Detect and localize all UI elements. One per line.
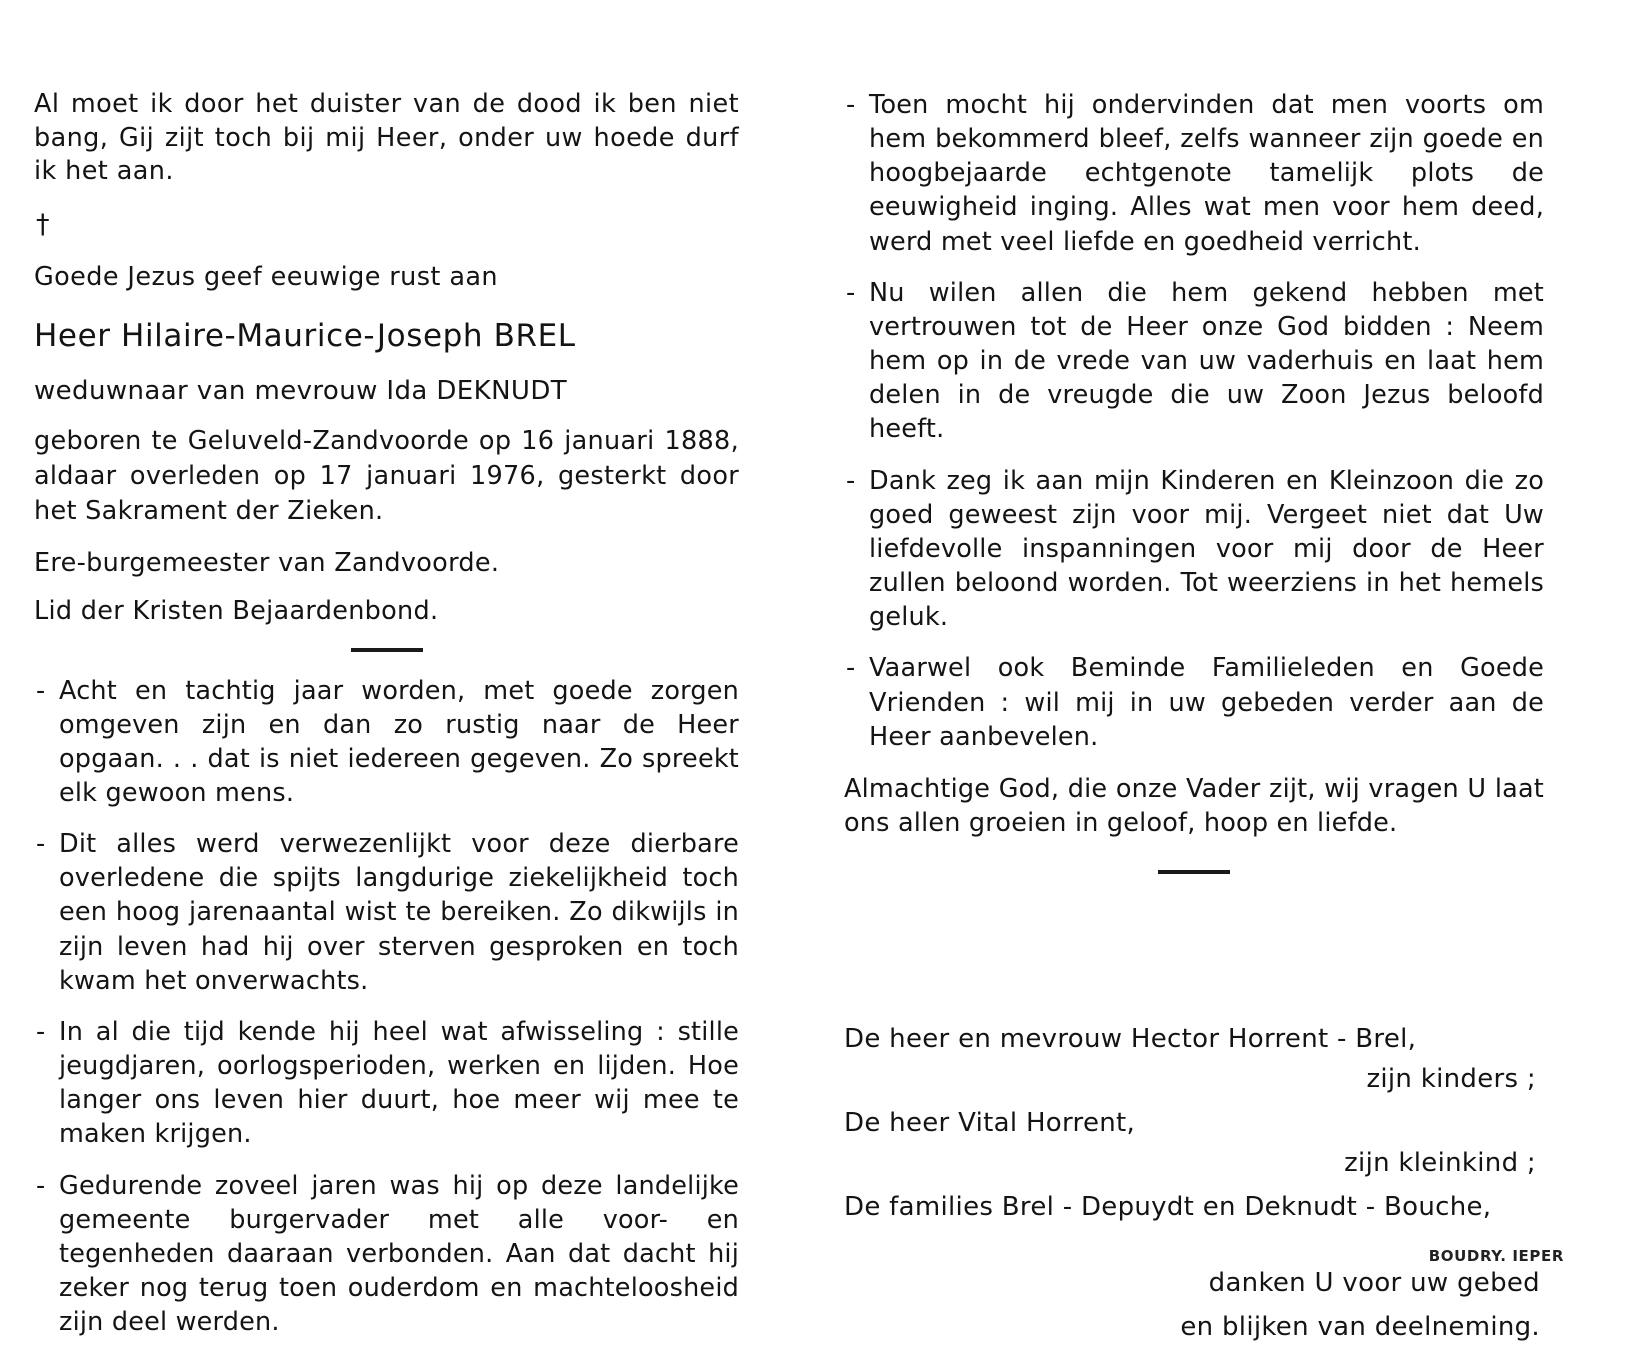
list-item: - Toen mocht hij ondervinden dat men voorts om hem bekommerd bleef, zelfs wanneer zijn goede en hoogbejaarde echtgenote tamelijk plots de eeuwigheid inging. Alles wat men voor hem deed, werd met veel liefde en goedheid verricht. [844,88,1544,259]
honorary-title: Ere-burgemeester van Zandvoorde. [34,547,500,578]
printer-credit: BOUDRY. IEPER [1428,1247,1564,1265]
spouse-relation: weduwnaar van mevrouw Ida DEKNUDT [34,375,568,406]
list-item: - In al die tijd kende hij heel wat afwisseling : stille jeugdjaren, oorlogsperioden, werken en lijden. Hoe langer ons leven hier duurt, hoe meer wij mee te maken krijgen. [34,1015,739,1152]
mourner-line: De heer Vital Horrent, [844,1108,1136,1139]
membership-line: Lid der Kristen Bejaardenbond. [34,595,439,626]
list-item: - Vaarwel ook Beminde Familieleden en Goede Vrienden : wil mij in uw gebeden verder aan de Heer aanbevelen. [844,651,1544,753]
divider-left [351,648,423,652]
mourner-line: De heer en mevrouw Hector Horrent - Brel, [844,1024,1417,1055]
mourners-list [844,1024,1544,1222]
closing-prayer: Almachtige God, die onze Vader zijt, wij vragen U laat ons allen groeien in geloof, hoop en liefde. [844,773,1544,838]
thanks-line-2: en blijken van deelneming. [1180,1312,1540,1343]
cross-icon: † [36,208,50,240]
left-bullet-list [34,674,739,1340]
list-item: - Nu wilen allen die hem gekend hebben met vertrouwen tot de Heer onze God bidden : Neem hem op in de vrede van uw vaderhuis en laat hem delen in de vreugde die uw Zoon Jezus beloofd heeft. [844,276,1544,447]
mourner-line: De families Brel - Depuydt en Deknudt - Bouche, [844,1192,1492,1223]
right-column [844,88,1544,1356]
thanks-block [844,1268,1544,1342]
thanks-line-1: danken U voor uw gebed [1208,1268,1540,1299]
invocation-text: Goede Jezus geef eeuwige rust aan [34,261,498,292]
deceased-name: Heer Hilaire-Maurice-Joseph BREL [34,317,576,354]
list-item: - Gedurende zoveel jaren was hij op deze landelijke gemeente burgervader met alle voor- en tegenheden daaraan verbonden. Aan dat dacht hij zeker nog terug toen ouderdom en machteloosheid zijn deel werden. [34,1169,739,1340]
right-bullet-list [844,88,1544,754]
list-item: - Acht en tachtig jaar worden, met goede zorgen omgeven zijn en dan zo rustig naar de Heer opgaan. . . dat is niet iedereen gegeven. Zo spreekt elk gewoon mens. [34,674,739,811]
divider-right [1158,870,1230,874]
left-column [34,88,749,1339]
opening-verse: Al moet ik door het duister van de dood ik ben niet bang, Gij zijt toch bij mij Heer, onder uw hoede durf ik het aan. [34,89,739,187]
birth-death-details: geboren te Geluveld-Zandvoorde op 16 januari 1888, aldaar overleden op 17 januari 1976, gesterkt door het Sakrament der Zieken. [34,425,739,527]
mourner-relation: zijn kleinkind ; [1344,1148,1536,1179]
list-item: - Dank zeg ik aan mijn Kinderen en Kleinzoon die zo goed geweest zijn voor mij. Vergeet niet dat Uw liefdevolle inspanningen voor mij door de Heer zullen beloond worden. Tot weerziens in het hemels geluk. [844,464,1544,635]
mourner-relation: zijn kinders ; [1366,1064,1536,1095]
list-item: - Dit alles werd verwezenlijkt voor deze dierbare overledene die spijts langdurige ziekelijkheid toch een hoog jarenaantal wist te bereiken. Zo dikwijls in zijn leven had hij over sterven gesproken en toch kwam het onverwachts. [34,827,739,998]
